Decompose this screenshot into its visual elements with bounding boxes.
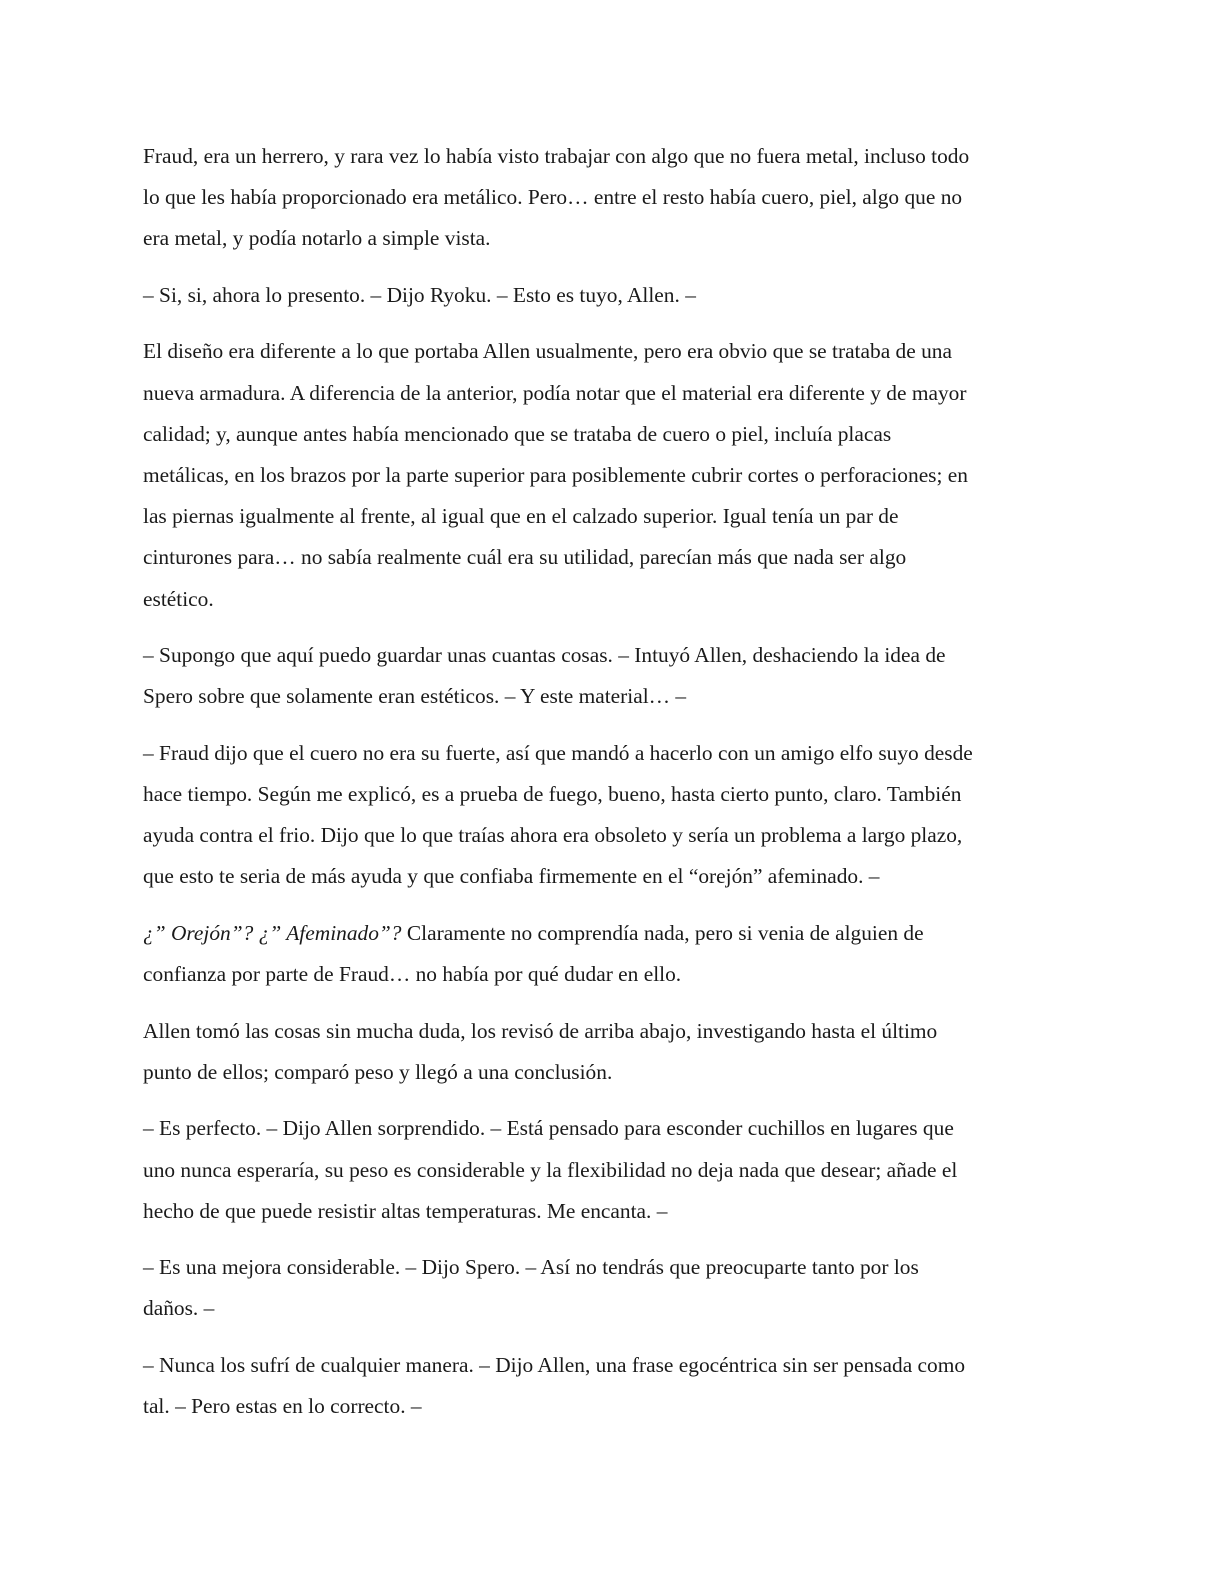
- paragraph-2: [143, 275, 1083, 316]
- text-line: que esto te seria de más ayuda y que confiaba firmemente en el “orejón” afeminado. –: [143, 864, 880, 889]
- text-line: – Es una mejora considerable. – Dijo Spero. – Así no tendrás que preocuparte tanto por los: [143, 1255, 919, 1280]
- text-line: calidad; y, aunque antes había mencionado que se trataba de cuero o piel, incluía placas: [143, 421, 892, 446]
- text-line: cinturones para… no sabía realmente cuál era su utilidad, parecían más que nada ser algo: [143, 545, 907, 570]
- text-line: – Si, si, ahora lo presento. – Dijo Ryoku. – Esto es tuyo, Allen. –: [143, 282, 696, 307]
- text-line: hace tiempo. Según me explicó, es a prueba de fuego, bueno, hasta cierto punto, claro. También: [143, 782, 962, 807]
- text-line: lo que les había proporcionado era metálico. Pero… entre el resto había cuero, piel, algo que no: [143, 185, 963, 210]
- text-run: Claramente no comprendía nada, pero si venia de alguien de: [401, 920, 924, 945]
- paragraph-8: [143, 1108, 1083, 1232]
- paragraph-4: [143, 635, 1083, 717]
- text-line: nueva armadura. A diferencia de la anterior, podía notar que el material era diferente y de mayor: [143, 380, 967, 405]
- text-line: Fraud, era un herrero, y rara vez lo había visto trabajar con algo que no fuera metal, incluso todo: [143, 144, 970, 168]
- paragraph-1: [143, 136, 1083, 260]
- text-line: – Es perfecto. – Dijo Allen sorprendido. – Está pensado para esconder cuchillos en lugares que: [143, 1116, 954, 1141]
- text-line: metálicas, en los brazos por la parte superior para posiblemente cubrir cortes o perforaciones; en: [143, 463, 968, 488]
- italic-thought: ¿” Orejón”? ¿” Afeminado”?: [143, 920, 402, 945]
- text-line: las piernas igualmente al frente, al igual que en el calzado superior. Igual tenía un par de: [143, 504, 899, 529]
- text-line: – Nunca los sufrí de cualquier manera. – Dijo Allen, una frase egocéntrica sin ser pensada como: [143, 1352, 966, 1377]
- text-line: ayuda contra el frio. Dijo que lo que traías ahora era obsoleto y sería un problema a largo plazo,: [143, 823, 963, 848]
- paragraph-3: [143, 331, 1083, 619]
- paragraph-5: [143, 733, 1083, 898]
- text-line: hecho de que puede resistir altas temperaturas. Me encanta. –: [143, 1198, 668, 1223]
- text-line: – Supongo que aquí puedo guardar unas cuantas cosas. – Intuyó Allen, deshaciendo la idea de: [143, 643, 946, 668]
- paragraph-7: [143, 1011, 1083, 1093]
- paragraph-6: [143, 913, 1083, 995]
- text-line: El diseño era diferente a lo que portaba Allen usualmente, pero era obvio que se trataba de una: [143, 339, 952, 364]
- text-line: confianza por parte de Fraud… no había por qué dudar en ello.: [143, 962, 682, 987]
- text-line: daños. –: [143, 1296, 215, 1321]
- text-line: uno nunca esperaría, su peso es considerable y la flexibilidad no deja nada que desear; añade el: [143, 1157, 958, 1182]
- paragraph-10: [143, 1345, 1083, 1427]
- body-text: [143, 136, 1083, 1443]
- text-line: tal. – Pero estas en lo correcto. –: [143, 1394, 422, 1419]
- text-line: Allen tomó las cosas sin mucha duda, los revisó de arriba abajo, investigando hasta el último: [143, 1018, 938, 1043]
- text-line: estético.: [143, 586, 214, 611]
- text-line: era metal, y podía notarlo a simple vista.: [143, 226, 491, 251]
- paragraph-9: [143, 1247, 1083, 1329]
- text-line: punto de ellos; comparó peso y llegó a una conclusión.: [143, 1059, 613, 1084]
- text-line: – Fraud dijo que el cuero no era su fuerte, así que mandó a hacerlo con un amigo elfo suyo desde: [143, 740, 973, 765]
- text-line: [143, 913, 1083, 954]
- text-line: Spero sobre que solamente eran estéticos. – Y este material… –: [143, 684, 687, 709]
